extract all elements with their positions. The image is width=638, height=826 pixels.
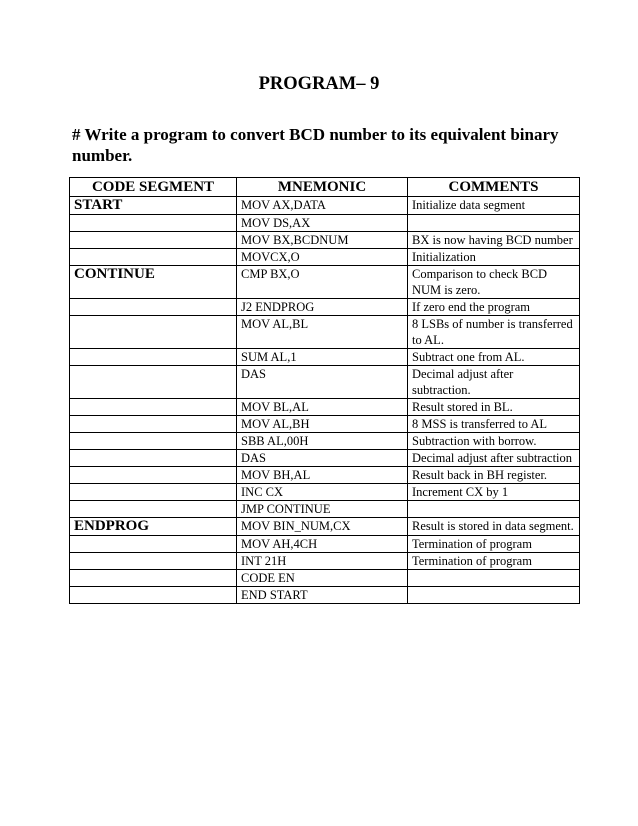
table-row [70,587,580,604]
comment-cell: Decimal adjust after subtraction [408,450,580,467]
code-segment-cell [70,366,237,399]
comment-cell: Initialize data segment [408,197,580,215]
table-header-row [70,178,580,197]
code-segment-cell [70,215,237,232]
comment-cell [408,501,580,518]
mnemonic-cell: CODE EN [237,570,408,587]
comment-cell: Result is stored in data segment. [408,518,580,536]
code-segment-cell [70,316,237,349]
comment-cell: Termination of program [408,536,580,553]
code-segment-cell: ENDPROG [70,518,237,536]
table-row [70,215,580,232]
table-row [70,450,580,467]
mnemonic-cell: J2 ENDPROG [237,299,408,316]
table-row [70,399,580,416]
table-row [70,349,580,366]
header-mnemonic: MNEMONIC [237,178,408,197]
comment-cell: Increment CX by 1 [408,484,580,501]
comment-cell: BX is now having BCD number [408,232,580,249]
code-segment-cell [70,484,237,501]
comment-cell: If zero end the program [408,299,580,316]
mnemonic-cell: INT 21H [237,553,408,570]
table-row [70,232,580,249]
code-segment-cell [70,433,237,450]
code-segment-cell: CONTINUE [70,266,237,299]
mnemonic-cell: MOV AH,4CH [237,536,408,553]
mnemonic-cell: JMP CONTINUE [237,501,408,518]
mnemonic-cell: MOV AX,DATA [237,197,408,215]
mnemonic-cell: MOV BH,AL [237,467,408,484]
mnemonic-cell: MOV AL,BL [237,316,408,349]
comment-cell: Subtract one from AL. [408,349,580,366]
comment-cell: Termination of program [408,553,580,570]
program-table [69,177,580,604]
table-row [70,553,580,570]
comment-cell [408,570,580,587]
code-segment-cell [70,299,237,316]
page-title: PROGRAM– 9 [258,74,380,94]
mnemonic-cell: END START [237,587,408,604]
mnemonic-cell: MOVCX,O [237,249,408,266]
code-segment-cell [70,467,237,484]
mnemonic-cell: INC CX [237,484,408,501]
table-row [70,570,580,587]
mnemonic-cell: SUM AL,1 [237,349,408,366]
table-row [70,433,580,450]
table-row [70,484,580,501]
comment-cell [408,587,580,604]
table-row [70,518,580,536]
table-row [70,416,580,433]
code-segment-cell [70,232,237,249]
comment-cell: Subtraction with borrow. [408,433,580,450]
table-row [70,299,580,316]
table-row [70,249,580,266]
code-segment-cell [70,349,237,366]
table-row [70,316,580,349]
mnemonic-cell: DAS [237,366,408,399]
mnemonic-cell: MOV BL,AL [237,399,408,416]
code-segment-cell [70,553,237,570]
question-text: # Write a program to convert BCD number to its equivalent binary number. [72,125,559,165]
comment-cell: Decimal adjust after subtraction. [408,366,580,399]
comment-cell: Result stored in BL. [408,399,580,416]
table-row [70,501,580,518]
comment-cell: Comparison to check BCD NUM is zero. [408,266,580,299]
table-row [70,536,580,553]
header-comments: COMMENTS [408,178,580,197]
mnemonic-cell: MOV AL,BH [237,416,408,433]
mnemonic-cell: DAS [237,450,408,467]
code-segment-cell [70,399,237,416]
mnemonic-cell: MOV DS,AX [237,215,408,232]
comment-cell: 8 MSS is transferred to AL [408,416,580,433]
table-row [70,467,580,484]
code-segment-cell [70,587,237,604]
table-row [70,197,580,215]
mnemonic-cell: MOV BIN_NUM,CX [237,518,408,536]
mnemonic-cell: SBB AL,00H [237,433,408,450]
table-body [70,197,580,604]
header-code-segment: CODE SEGMENT [70,178,237,197]
comment-cell [408,215,580,232]
comment-cell: Initialization [408,249,580,266]
mnemonic-cell: MOV BX,BCDNUM [237,232,408,249]
code-segment-cell [70,501,237,518]
code-segment-cell [70,450,237,467]
code-segment-cell: START [70,197,237,215]
code-segment-cell [70,249,237,266]
table-row [70,266,580,299]
code-segment-cell [70,536,237,553]
code-segment-cell [70,570,237,587]
code-segment-cell [70,416,237,433]
comment-cell: Result back in BH register. [408,467,580,484]
comment-cell: 8 LSBs of number is transferred to AL. [408,316,580,349]
mnemonic-cell: CMP BX,O [237,266,408,299]
table-row [70,366,580,399]
